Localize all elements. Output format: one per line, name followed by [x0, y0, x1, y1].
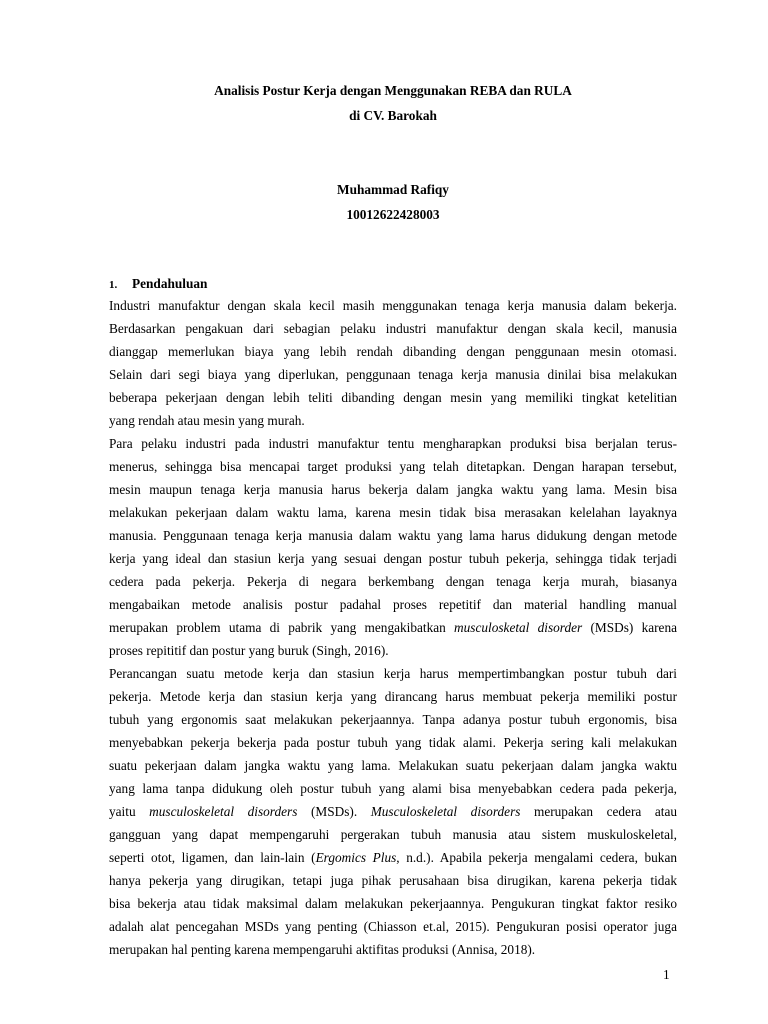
author-name: Muhammad Rafiqy	[337, 182, 449, 197]
text-line: proses repititif dan postur yang buruk (Singh, 2016).	[109, 643, 389, 658]
text-line: bisa bekerja atau tidak maksimal dalam melakukan pekerjaannya. Pengukuran tingkat faktor resiko	[109, 896, 677, 911]
text-run: merupakan problem utama di pabrik yang mengakibatkan	[109, 620, 455, 635]
text-run: (MSDs) karena	[582, 620, 678, 635]
text-line: cedera pada pekerja. Pekerja di negara berkembang dengan tenaga kerja murah, biasanya	[109, 574, 677, 589]
text-run: , n.d.). Apabila pekerja mengalami cedera, bukan	[396, 850, 677, 865]
text-line	[109, 800, 677, 823]
text-run: yaitu	[109, 804, 150, 819]
text-line: Para pelaku industri pada industri manufaktur tentu mengharapkan produksi bisa berjalan terus-	[109, 436, 677, 451]
text-line: Perancangan suatu metode kerja dan stasiun kerja harus mempertimbangkan postur tubuh dari	[109, 666, 677, 681]
text-line: gangguan yang dapat mempengaruhi pergerakan tubuh manusia atau sistem muskuloskeletal,	[109, 827, 677, 842]
italic-term: musculoskeletal disorders	[149, 804, 298, 819]
text-line: beberapa pekerjaan dengan lebih teliti dibanding dengan mesin yang memiliki tingkat ketelitian	[109, 390, 677, 405]
paragraph-2	[109, 432, 677, 662]
text-line: mesin maupun tenaga kerja manusia harus bekerja dalam jangka waktu yang lama. Mesin bisa	[109, 482, 677, 497]
section-title: Pendahuluan	[132, 276, 208, 291]
text-line: menyebabkan pekerja bekerja pada postur tubuh yang tidak alami. Pekerja sering kali melakukan	[109, 735, 677, 750]
paragraph-3	[109, 662, 677, 961]
text-line: melakukan pekerjaan dalam waktu lama, karena mesin tidak bisa merasakan kelelahan layaknya	[109, 505, 677, 520]
text-line: menerus, sehingga bisa mencapai target produksi yang telah ditetapkan. Dengan harapan tersebut,	[109, 459, 677, 474]
title-line-2: di CV. Barokah	[349, 108, 437, 123]
text-line: dianggap memerlukan biaya yang lebih rendah dibanding dengan penggunaan mesin otomasi.	[109, 344, 677, 359]
italic-term: Ergomics Plus	[315, 850, 397, 865]
text-run: seperti otot, ligamen, dan lain-lain (	[109, 850, 316, 865]
text-line: Berdasarkan pengakuan dari sebagian pelaku industri manufaktur dengan skala kecil, manusia	[109, 321, 677, 336]
text-line: adalah alat pencegahan MSDs yang penting (Chiasson et.al, 2015). Pengukuran posisi operator juga	[109, 919, 677, 934]
text-line: tubuh yang ergonomis saat melakukan pekerjaannya. Tanpa adanya postur tubuh ergonomis, bisa	[109, 712, 677, 727]
text-run: (MSDs).	[297, 804, 371, 819]
paragraph-1	[109, 294, 677, 432]
text-line	[109, 616, 677, 639]
text-line: mengabaikan metode analisis postur padahal proses repetitif dan material handling manual	[109, 597, 677, 612]
section-number: 1.	[109, 279, 118, 291]
italic-term: musculosketal disorder	[454, 620, 583, 635]
text-line: merupakan hal penting karena mempengaruhi aktifitas produksi (Annisa, 2018).	[109, 942, 536, 957]
text-line: manusia. Penggunaan tenaga kerja manusia dalam waktu yang lama harus didukung dengan metode	[109, 528, 677, 543]
text-line: pekerja. Metode kerja dan stasiun kerja yang dirancang harus membuat pekerja memiliki postur	[109, 689, 677, 704]
author-info	[0, 177, 768, 227]
body-text	[109, 294, 677, 961]
italic-term: Musculoskeletal disorders	[370, 804, 521, 819]
text-line: yang rendah atau mesin yang murah.	[109, 413, 305, 428]
paper-title	[0, 78, 768, 128]
page-number: 1	[663, 967, 670, 982]
text-line: yang lama tanpa didukung oleh postur tubuh yang alami bisa menyebabkan cedera pada pekerja,	[109, 781, 677, 796]
text-line: suatu pekerjaan dalam jangka waktu yang lama. Melakukan suatu pekerjaan dalam jangka waktu	[109, 758, 677, 773]
text-line: Industri manufaktur dengan skala kecil masih menggunakan tenaga kerja manusia dalam bekerja.	[109, 298, 677, 313]
title-line-1: Analisis Postur Kerja dengan Menggunakan REBA dan RULA	[214, 83, 572, 98]
text-line: hanya pekerja yang dirugikan, tetapi juga pihak perusahaan bisa dirugikan, karena pekerja tidak	[109, 873, 677, 888]
text-line	[109, 846, 677, 869]
text-line: Selain dari segi biaya yang diperlukan, penggunaan tenaga kerja manusia dinilai bisa melakukan	[109, 367, 677, 382]
text-line: kerja yang ideal dan stasiun kerja yang sesuai dengan postur tubuh pekerja, sehingga tidak terjadi	[109, 551, 677, 566]
text-run: merupakan cedera atau	[520, 804, 677, 819]
author-id: 10012622428003	[346, 207, 440, 222]
